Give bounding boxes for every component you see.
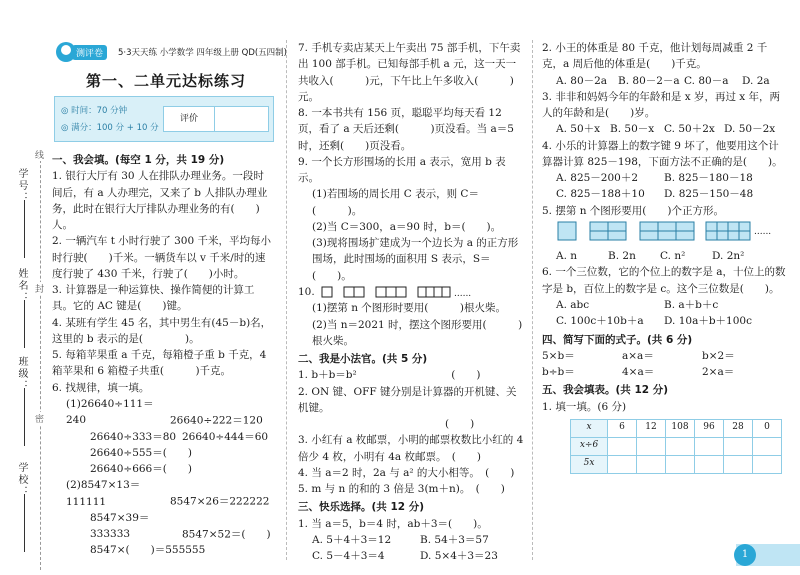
question-5: 5. 每箱苹果重 a 千克，每箱橙子重 b 千克，4 箱苹果和 6 箱橙子共重( )千克。 [52,349,267,378]
page-number: 1 [734,544,756,566]
table-header: 5x [571,455,608,473]
table-row [571,419,782,437]
choice-6: 6. 一个三位数，它的个位上的数字是 a，十位上的数字是 b，百位上的数字是 c。这个三位数是( )。 [542,266,786,295]
pattern-item: 8547×( )＝555555 [90,544,206,557]
option-b[interactable]: B. 825－180－18 [664,172,753,185]
full-score: ◎ 满分：100 分 + 10 分 [61,123,159,133]
question-6: 6. 找规律，填一填。 [52,381,150,394]
school-label: 学校： [16,462,27,498]
option-a[interactable]: A. 50＋x [556,123,601,136]
table-cell-blank[interactable] [608,455,637,473]
option-c[interactable]: C. 5－4＋3＝4 [312,550,385,563]
choice-6-options [542,297,787,330]
cut-mark-seal: 封 [35,282,44,295]
page-number-tab [736,544,800,566]
table-row [571,455,782,473]
choice-2: 2. 小王的体重是 80 千克，他计划每周减重 2 千克，a 周后他的体重是( )千克。 [542,42,768,71]
table-cell-blank[interactable] [724,437,753,455]
cut-mark-secret: 密 [35,412,44,425]
pattern-item: (1)26640÷111＝240 [66,397,154,427]
table-cell: 12 [637,419,666,437]
cut-mark-line: 线 [35,148,44,161]
pattern-group-2 [52,477,274,558]
simplify-item: 4×a＝ [622,366,655,379]
table-cell: 28 [724,419,753,437]
pattern-group-1 [52,396,274,477]
column-divider [532,40,533,560]
question-9-1: (1)若围场的周长用 C 表示，则 C＝( )。 [312,188,479,217]
table-cell-blank[interactable] [608,437,637,455]
option-c[interactable]: C. 825－188＋10 [556,188,645,201]
question-4: 4. 某班有学生 45 名，其中男生有(45－b)名，这里的 b 表示的是( )。 [52,316,272,345]
choice-2-options [542,73,787,89]
class-line[interactable] [24,388,25,446]
question-10-2: (2)当 n＝2021 时，摆这个图形要用( )根火柴。 [312,318,523,347]
student-id-line[interactable] [24,200,25,258]
choice-4-options [542,170,787,203]
school-line[interactable] [24,494,25,552]
table-question-1: 1. 填一填。(6 分) [542,400,627,413]
option-a[interactable]: A. 80－2a [556,74,608,87]
pattern-item: 8547×26＝222222 [170,495,270,508]
option-a[interactable]: A. abc [556,298,590,311]
matchstick-pattern-figure [318,285,472,299]
binding-margin [0,0,48,575]
option-b[interactable]: B. a＋b＋c [664,298,719,311]
table-cell-blank[interactable] [666,455,695,473]
name-line[interactable] [24,300,25,348]
pattern-item: 26640÷555＝( ) [90,446,192,459]
table-cell: 108 [666,419,695,437]
question-9-2: (2)当 C＝300，a＝90 时，b＝( )。 [312,220,502,233]
option-a[interactable]: A. n [556,250,578,263]
option-b[interactable]: B. 54＋3＝57 [420,533,489,546]
column-1 [52,150,274,559]
column-2 [298,40,526,565]
series-name: 5·3天天练 小学数学 四年级上册 QD(五四制) [118,48,287,58]
table-cell-blank[interactable] [753,455,782,473]
choice-1-options [298,532,526,565]
table-row [571,437,782,455]
pattern-item: 8547×52＝( ) [182,528,271,541]
question-9-3: (3)现将围场扩建成为一个边长为 a 的正方形围场，此时围场的面积用 S 表示，S＝( )。 [312,237,519,282]
question-10-number: 10. [298,285,315,298]
option-a[interactable]: A. 5＋4＋3＝12 [312,533,392,546]
question-9: 9. 一个长方形围场的长用 a 表示，宽用 b 表示。 [298,155,506,185]
section-judge: 二、我是小法官。(共 5 分) [298,353,428,366]
option-a[interactable]: A. 825－200＋2 [556,172,639,185]
section-simplify: 四、简写下面的式子。(共 6 分) [542,333,693,346]
option-d[interactable]: D. 2a [742,74,770,87]
judge-4: 4. 当 a＝2 时，2a 与 a² 的大小相等。 ( ) [298,466,515,479]
judge-2-paren: ( ) [298,418,475,431]
option-d[interactable]: D. 825－150－48 [664,188,754,201]
column-3 [542,40,787,474]
option-d[interactable]: D. 50－2x [724,123,776,136]
judge-5: 5. m 与 n 的和的 3 倍是 3(m＋n)。 ( ) [298,483,505,496]
column-divider [286,40,287,560]
table-cell: 0 [753,419,782,437]
header [56,42,287,62]
question-7: 7. 手机专卖店某天上午卖出 75 部手机，下午卖出 100 部手机。已知每部手机 a 元，这一天一共收入( )元，下午比上午多收入( )元。 [298,42,521,103]
table-cell-blank[interactable] [753,437,782,455]
table-cell: 96 [695,419,724,437]
table-cell-blank[interactable] [637,455,666,473]
option-b[interactable]: B. 50－x [610,123,655,136]
pattern-item: 26640÷666＝( ) [90,463,192,476]
option-b[interactable]: B. 2n [608,250,636,263]
info-panel [54,96,274,142]
section-table: 五、我会填表。(共 12 分) [542,384,669,397]
option-d[interactable]: D. 5×4＋3＝23 [420,550,498,563]
page-title: 第一、二单元达标练习 [85,72,246,90]
judge-3: 3. 小红有 a 枚邮票，小明的邮票枚数比小红的 4 倍少 4 枚，小明有 4a 枚邮票。 ( ) [298,434,524,463]
simplify-item: b×2＝ [702,349,735,362]
question-1: 1. 银行大厅有 30 人在排队办理业务。一段时间后，有 a 人办理完，又来了 b 人排队办理业务，此时在银行大厅排队办理业务的有( )人。 [52,170,268,232]
svg-text:......: ...... [454,288,472,299]
choice-1: 1. 当 a＝5，b＝4 时，ab＋3＝( )。 [298,517,488,530]
choice-5-figure [542,219,787,248]
table-cell-blank[interactable] [695,455,724,473]
pattern-item: 26640÷444＝60 [182,430,269,443]
question-8: 8. 一本书共有 156 页，聪聪平均每天看 12 页，看了 a 天后还剩( )页没看。当 a＝5 时，还剩( )页没看。 [298,107,514,152]
table-cell-blank[interactable] [666,437,695,455]
cut-line [40,150,41,570]
judge-1: 1. b＋b＝b² ( ) [298,369,481,382]
student-id-label: 学号： [16,168,27,204]
pattern-item: 26640÷333＝80 [90,430,177,443]
pattern-item: 8547×39＝333333 [90,511,150,541]
section-fill: 一、我会填。(每空 1 分，共 19 分) [52,154,225,166]
simplify-item: 5×b＝ [542,349,575,362]
option-d[interactable]: D. 10a＋b＋100c [664,315,752,328]
table-cell-blank[interactable] [724,455,753,473]
simplify-row-2 [542,364,787,380]
choice-5-options [542,248,787,264]
pattern-item: (2)8547×13＝111111 [66,479,141,508]
simplify-item: a×a＝ [622,349,654,362]
question-10-1: (1)摆第 n 个图形时要用( )根火柴。 [312,302,507,315]
name-label: 姓名： [16,268,27,304]
section-choice: 三、快乐选择。(共 12 分) [298,501,425,514]
option-c[interactable]: C. 50＋2x [664,123,715,136]
table-cell-blank[interactable] [695,437,724,455]
judge-2: 2. ON 键、OFF 键分别是计算器的开机键、关机键。 [298,385,517,414]
class-label: 班级： [16,356,27,392]
option-b[interactable]: B. 80－2－a [618,74,680,87]
table-header: x [571,419,608,437]
table-cell: 6 [608,419,637,437]
question-10 [298,284,526,300]
table-header: x÷6 [571,437,608,455]
choice-4: 4. 小乐的计算器上的数字键 9 坏了，他要用这个计算器计算 825－198，下面方法不正确的是( )。 [542,139,783,168]
simplify-row-1 [542,348,787,364]
test-badge: 测评卷 [72,45,107,60]
question-3: 3. 计算器是一种运算快、操作简便的计算工具。它的 AC 键是( )键。 [52,284,255,313]
option-d[interactable]: D. 2n² [712,250,745,263]
square-pattern-figure [556,219,776,243]
choice-3-options [542,121,787,137]
choice-3: 3. 非非和妈妈今年的年龄和是 x 岁，再过 x 年，两人的年龄和是( )岁。 [542,90,781,120]
svg-text:......: ...... [754,226,772,237]
time-limit: ◎ 时间：70 分钟 [61,106,128,116]
table-cell-blank[interactable] [637,437,666,455]
choice-5: 5. 摆第 n 个图形要用( )个正方形。 [542,204,724,217]
pattern-item: 26640÷222＝120 [170,414,263,427]
fill-table [570,419,782,474]
evaluation-box [163,106,269,132]
option-c[interactable]: C. n² [660,250,686,263]
question-2: 2. 一辆汽车 t 小时行驶了 300 千米，平均每小时行驶( )千米。一辆货车以 v 千米/时的速度行驶了 430 千米，行驶了( )小时。 [52,235,271,280]
simplify-item: b÷b＝ [542,366,575,379]
option-c[interactable]: C. 100c＋10b＋a [556,315,644,328]
simplify-item: 2×a＝ [702,366,735,379]
option-c[interactable]: C. 80－a [684,74,729,87]
evaluation-label: 评价 [164,107,215,131]
